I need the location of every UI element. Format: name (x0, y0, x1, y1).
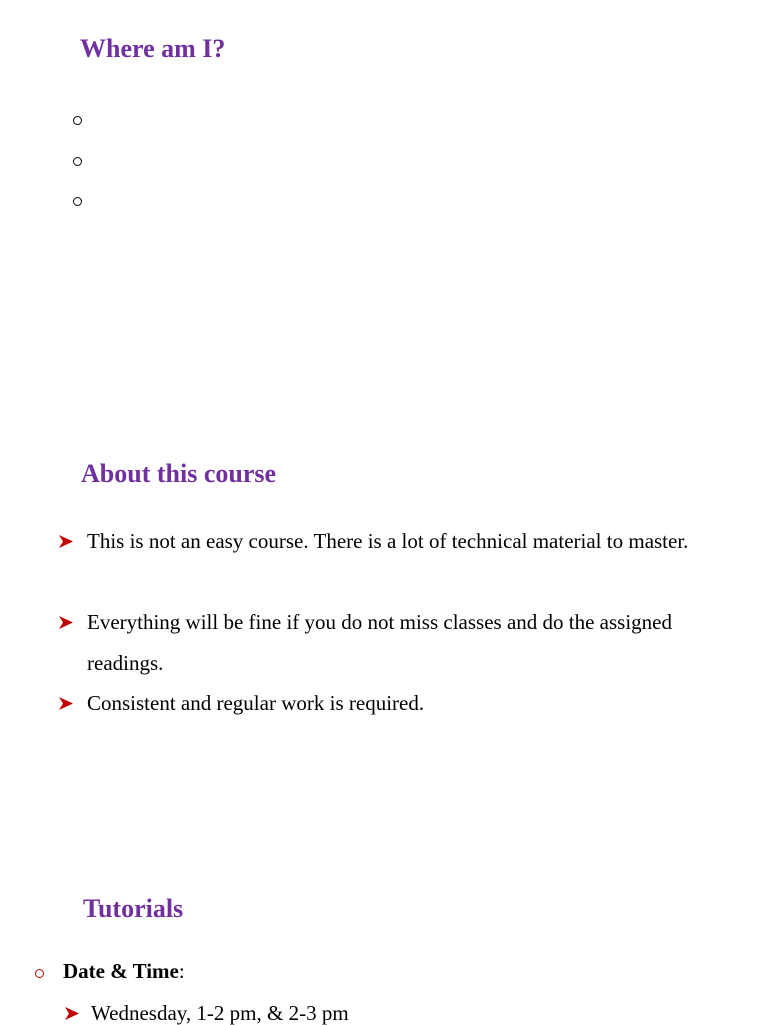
list-item-text: This is not an easy course. There is a lot of technical material to master. (87, 529, 689, 553)
arrow-bullet-icon (64, 1006, 80, 1021)
circle-bullet-3 (73, 197, 82, 206)
date-time-line (63, 961, 185, 982)
where-am-i-heading: Where am I? (80, 34, 226, 63)
about-course-heading: About this course (81, 459, 277, 488)
arrow-bullet-icon (58, 534, 74, 549)
circle-bullet-2 (73, 157, 82, 166)
list-item-text: Consistent and regular work is required. (87, 691, 425, 715)
circle-bullet-1 (73, 116, 82, 125)
arrow-bullet-icon (58, 696, 74, 711)
date-time-label: Date & Time (63, 959, 179, 983)
date-time-colon: : (178, 959, 185, 983)
list-item (58, 683, 708, 724)
tutorial-schedule-text: Wednesday, 1-2 pm, & 2-3 pm (91, 1001, 349, 1025)
list-item (58, 602, 708, 683)
list-item-text: Everything will be fine if you do not miss classes and do the assigned readings. (87, 610, 672, 675)
list-item (58, 521, 708, 562)
tutorials-heading: Tutorials (83, 894, 184, 923)
arrow-bullet-icon (58, 615, 74, 630)
circle-bullet-red (35, 969, 44, 978)
